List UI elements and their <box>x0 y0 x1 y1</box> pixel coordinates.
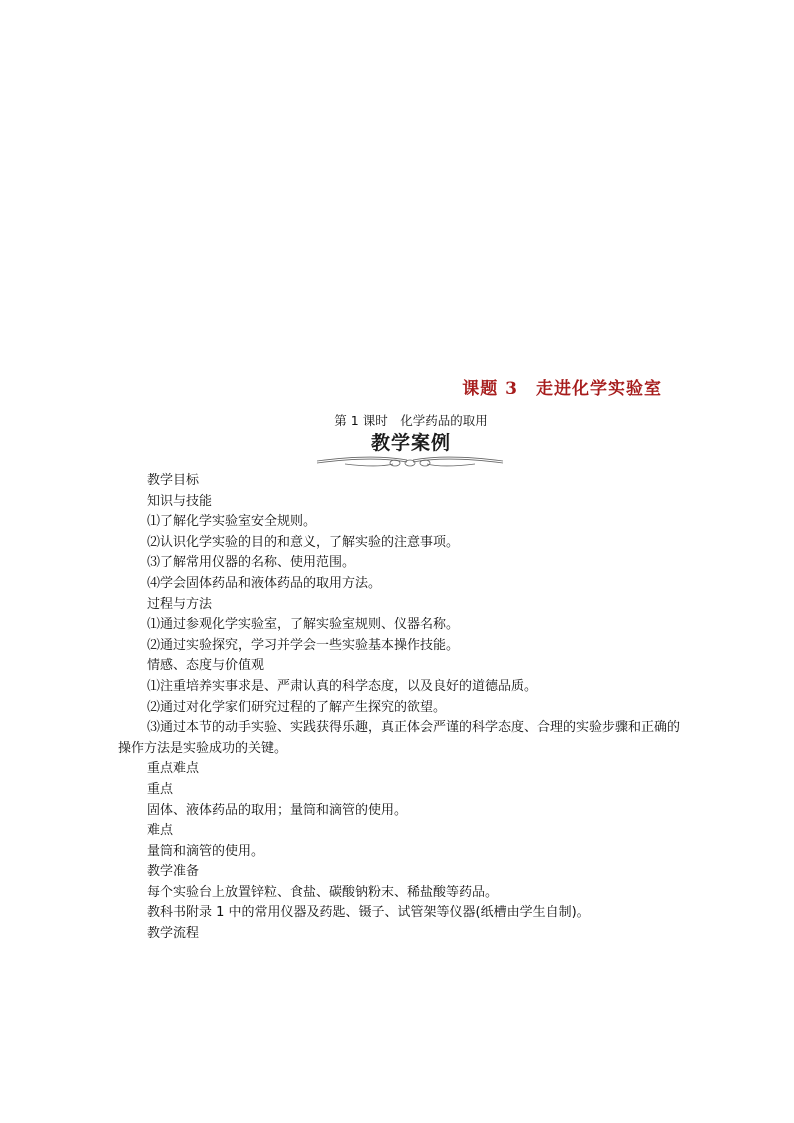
process-item: ⑴通过参观化学实验室，了解实验室规则、仪器名称。 <box>147 617 460 633</box>
prep-heading: 教学准备 <box>147 864 200 880</box>
knowledge-item: ⑵认识化学实验的目的和意义，了解实验的注意事项。 <box>147 534 460 550</box>
knowledge-item: ⑴了解化学实验室安全规则。 <box>147 514 317 530</box>
section-banner: 教学案例 <box>370 432 451 454</box>
process-heading: 过程与方法 <box>147 596 213 612</box>
flow-heading: 教学流程 <box>147 926 200 942</box>
lesson-title: 课题 3 走进化学实验室 <box>462 379 662 399</box>
key-heading: 重点 <box>147 781 174 797</box>
attitude-item: ⑶通过本节的动手实验、实践获得乐趣，真正体会严谨的科学态度、合理的实验步骤和正确的操作方法是实验成功的关键。 <box>118 720 681 756</box>
prep-item: 教科书附录 1 中的常用仪器及药匙、镊子、试管架等仪器(纸槽由学生自制)。 <box>147 905 590 921</box>
knowledge-item: ⑷学会固体药品和液体药品的取用方法。 <box>147 575 382 591</box>
period-title: 第 1 课时 化学药品的取用 <box>334 413 488 428</box>
key-text: 固体、液体药品的取用；量筒和滴管的使用。 <box>147 802 408 818</box>
difficult-text: 量筒和滴管的使用。 <box>147 843 265 859</box>
attitude-heading: 情感、态度与价值观 <box>147 658 265 674</box>
document-body <box>118 471 688 945</box>
knowledge-heading: 知识与技能 <box>147 493 213 509</box>
keypoints-heading: 重点难点 <box>147 761 200 777</box>
decorative-flourish-divider-icon <box>315 452 505 468</box>
objectives-heading: 教学目标 <box>147 473 200 488</box>
attitude-item: ⑴注重培养实事求是、严肃认真的科学态度，以及良好的道德品质。 <box>147 678 538 694</box>
attitude-item: ⑵通过对化学家们研究过程的了解产生探究的欲望。 <box>147 699 447 715</box>
difficult-heading: 难点 <box>147 823 174 839</box>
prep-item: 每个实验台上放置锌粒、食盐、碳酸钠粉末、稀盐酸等药品。 <box>147 884 499 900</box>
knowledge-item: ⑶了解常用仪器的名称、使用范围。 <box>147 555 356 571</box>
process-item: ⑵通过实验探究，学习并学会一些实验基本操作技能。 <box>147 637 460 653</box>
